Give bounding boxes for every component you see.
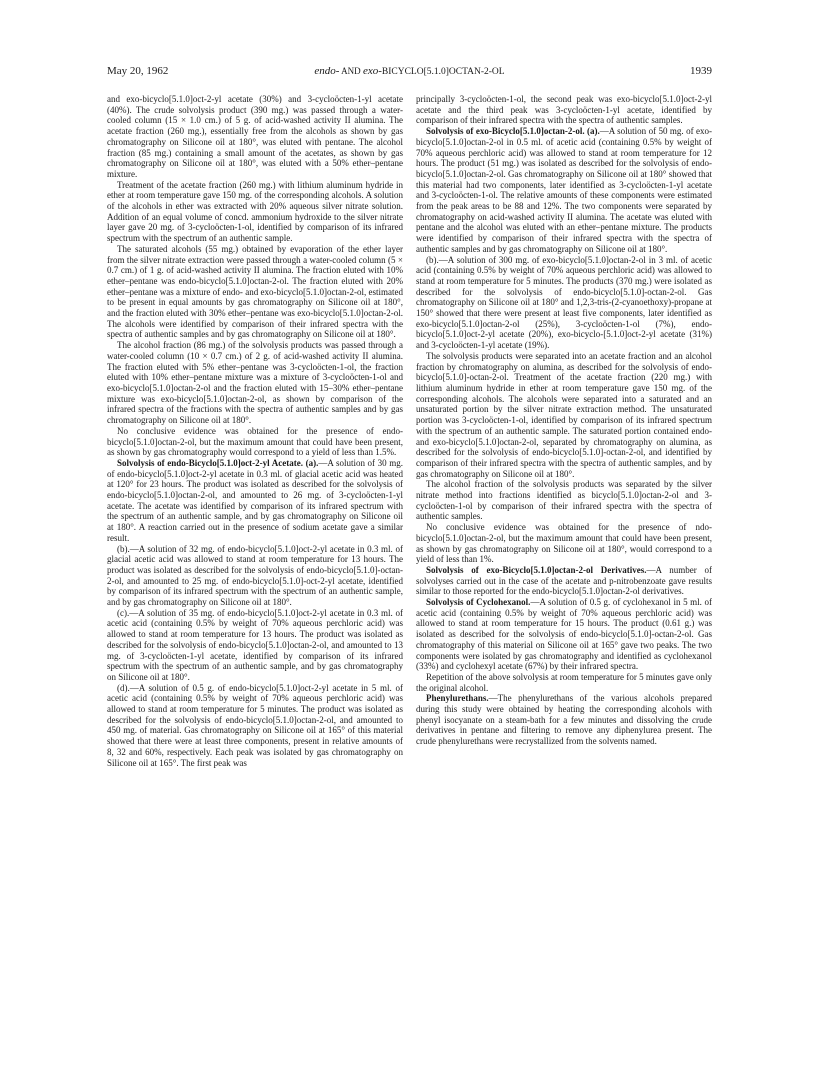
left-paragraph-7: (b).—A solution of 32 mg. of endo-bicyclo[5.1.0]oct-2-yl acetate in 0.3 ml. of glacial acetic acid was allowed to stand at room temperature for 13 hours. The product was isolated as described for the solvolysis of endo-bicyclo[5.1.0]-octan-2-ol, and amounted to 25 mg. of endo-bicyclo[5.1.0]-oct-2-yl acetate, identified by comparison of its infrared spectrum with the spectrum of an authentic sample, and by gas chromatography on Silicone oil at 180°. bbox=[107, 543, 403, 608]
running-head-title bbox=[107, 64, 712, 79]
left-paragraph-3: The saturated alcohols (55 mg.) obtained by evaporation of the ether layer from the silver nitrate extraction were passed through a water-cooled column (5 × 0.7 cm.) of 1 g. of acid-washed activity II alumina. The fraction eluted with 10% ether–pentane was endo-bicyclo[5.1.0]octan-2-ol. The fraction eluted with 20% ether–pentane was a mixture of endo- and exo-bicyclo[5.1.0]octan-2-ol, estimated to be present in equal amounts by gas chromatography on Silicone oil at 180°, and the fraction eluted with 30% ether–pentane was exo-bicyclo[5.1.0]octan-2-ol. The alcohols were identified by comparison of their infrared spectra with the spectra of authentic samples and by gas chromatography on Silicone oil at 180°. bbox=[107, 243, 403, 340]
right-paragraph-2-body: —A solution of 50 mg. of exo-bicyclo[5.1.0]octan-2-ol in 0.5 ml. of acetic acid (containing 0.5% by weight of 70% aqueous perchloric acid) was allowed to stand at room temperature for 12 hours. The product (51 mg.) was isolated as described for the solvolysis of endo-bicyclo[5.1.0]octan-2-ol. Gas chromatography on Silicone oil at 180° showed that this material had two components, later identified as 3-cycloöcten-1-yl acetate and 3-cycloöcten-1-ol. The relative amounts of these components were estimated from the peak areas to be 88 and 12%. The two components were separated by chromatography on acid-washed activity II alumina. The acetate was eluted with pentane and the alcohol was eluted with an ether–pentane mixture. The products were identified by comparison of their infrared spectra with the spectra of authentic samples and by gas chromatography on Silicone oil at 180°. bbox=[416, 126, 712, 254]
right-paragraph-10 bbox=[416, 693, 712, 747]
right-paragraph-8 bbox=[416, 597, 712, 672]
left-paragraph-9: (d).—A solution of 0.5 g. of endo-bicyclo[5.1.0]oct-2-yl acetate in 5 ml. of acetic acid (containing 0.5% by weight of 70% aqueous perchloric acid) was allowed to stand at room temperature for 5 minutes. The product was isolated as described for the solvolysis of endo-bicyclo[5.1.0]octan-2-ol, and amounted to 450 mg. of material. Gas chromatography on Silicone oil at 165° of this material showed that there were at least three components, present in relative amounts of 8, 32 and 60%, respectively. Each peak was isolated by gas chromatography on Silicone oil at 165°. The first peak was bbox=[107, 682, 403, 768]
title-exo: exo- bbox=[362, 65, 382, 77]
title-compound: BICYCLO[5.1.0]OCTAN-2-OL bbox=[381, 67, 505, 77]
right-paragraph-3: (b).—A solution of 300 mg. of exo-bicyclo[5.1.0]octan-2-ol in 3 ml. of acetic acid (containing 0.5% by weight of 70% aqueous perchloric acid) was allowed to stand at room temperature for 5 minutes. The products (370 mg.) were isolated as described for the solvolysis of endo-bicyclo[5.1.0]-octan-2-ol. Gas chromatography on Silicone oil at 180° and 1,2,3-tris-(2-cyanoethoxy)-propane at 150° showed that there were present at least five components, later identified as exo-bicyclo[5.1.0]octan-2-ol (25%), 3-cycloöcten-1-ol (7%), endo-bicyclo[5.1.0]oct-2-yl acetate (20%), exo-bicyclo-[5.1.0]oct-2-yl acetate (31%) and 3-cycloöcten-1-yl acetate (19%). bbox=[416, 254, 712, 351]
left-paragraph-2: Treatment of the acetate fraction (260 mg.) with lithium aluminum hydride in ether at room temperature gave 150 mg. of the corresponding alcohols. A solution of the alcohols in ether was extracted with 20% aqueous silver nitrate solution. Addition of an equal volume of concd. ammonium hydroxide to the silver nitrate layer gave 20 mg. of 3-cycloöcten-1-ol, identified by comparison of its infrared spectrum with the spectrum of an authentic sample. bbox=[107, 179, 403, 244]
left-paragraph-4: The alcohol fraction (86 mg.) of the solvolysis products was passed through a water-cooled column (10 × 0.7 cm.) of 2 g. of acid-washed activity II alumina. The fraction eluted with 5% ether–pentane was 3-cycloöcten-1-ol, the fraction eluted with 10% ether–pentane mixture was a mixture of 3-cycloöcten-1-ol and exo-bicyclo[5.1.0]octan-2-ol and the fraction eluted with 15–30% ether–pentane mixture was exo-bicyclo[5.1.0]octan-2-ol, as shown by comparison of the infrared spectra of the fractions with the spectra of authentic samples and by gas chromatography on Silicone oil at 180°. bbox=[107, 340, 403, 426]
right-paragraph-4: The solvolysis products were separated into an acetate fraction and an alcohol fraction by chromatography on alumina, as described for the solvolysis of endo-bicyclo[5.1.0]-octan-2-ol. Treatment of the acetate fraction (220 mg.) with lithium aluminum hydride in ether at room temperature gave 150 mg. of the corresponding alcohols. The alcohols were separated into a saturated and an unsaturated portion by the silver nitrate extraction method. The unsaturated portion was 3-cycloöcten-1-ol, identified by comparison of its infrared spectrum with the spectrum of an authentic sample. The saturated portion contained endo- and exo-bicyclo[5.1.0]octan-2-ol, separated by chromatography on alumina, as described for the solvolysis of endo-bicyclo[5.1.0]-octan-2-ol, and identified by comparison of their infrared spectra with the spectra of authentic samples, and by gas chromatography on Silicone oil at 180°. bbox=[416, 350, 712, 479]
left-paragraph-6-body: —A solution of 30 mg. of endo-bicyclo[5.1.0]oct-2-yl acetate in 0.3 ml. of glacial acetic acid was heated at 120° for 23 hours. The product was isolated as described for the solvolysis of endo-bicyclo[5.1.0]octan-2-ol, and amounted to 26 mg. of 3-cycloöcten-1-yl acetate. The acetate was identified by comparison of its infrared spectrum with the spectrum of an authentic sample, and by gas chromatography on Silicone oil at 180°. A reaction carried out in the presence of sodium acetate gave a similar result. bbox=[107, 457, 403, 543]
right-paragraph-9: Repetition of the above solvolysis at room temperature for 5 minutes gave only the original alcohol. bbox=[416, 671, 712, 693]
right-paragraph-7 bbox=[416, 565, 712, 597]
left-paragraph-1: and exo-bicyclo[5.1.0]oct-2-yl acetate (30%) and 3-cycloöcten-1-yl acetate (40%). The crude solvolysis product (390 mg.) was passed through a water-cooled column (15 × 1.0 cm.) of 5 g. of acid-washed activity II alumina. The acetate fraction (260 mg.), essentially free from the alcohols as shown by gas chromatography on Silicone oil at 180°, was eluted with pentane. The alcohol fraction (85 mg.) containing a small amount of the acetates, as shown by gas chromatography on Silicone oil at 180°, was eluted with a 50% ether–pentane mixture. bbox=[107, 94, 403, 179]
section-heading-exo-derivatives: Solvolysis of exo-Bicyclo[5.1.0]octan-2-ol Derivatives. bbox=[426, 564, 647, 575]
section-heading-phenylurethans: Phenylurethans. bbox=[426, 693, 489, 704]
left-column bbox=[107, 94, 403, 768]
right-column bbox=[416, 94, 712, 747]
running-head-date: May 20, 1962 bbox=[107, 65, 169, 77]
title-endo: endo- bbox=[314, 65, 340, 77]
left-paragraph-5: No conclusive evidence was obtained for the presence of endo-bicyclo[5.1.0]octan-2-ol, but the maximum amount that could have been present, as shown by gas chromatography would correspond to a yield of less than 1.5%. bbox=[107, 425, 403, 458]
right-paragraph-2 bbox=[416, 126, 712, 254]
running-head bbox=[107, 64, 712, 78]
section-heading-endo-acetate: Solvolysis of endo-Bicyclo[5.1.0]oct-2-yl Acetate. (a). bbox=[117, 457, 319, 468]
section-heading-exo-octanol: Solvolysis of exo-Bicyclo[5.1.0]octan-2-ol. (a). bbox=[426, 126, 600, 137]
right-paragraph-10-body: —The phenylurethans of the various alcohols prepared during this study were obtained by heating the corresponding alcohols with phenyl isocyanate on a steam-bath for a few minutes and dissolving the crude derivatives in pentane and filtering to remove any diphenylurea present. The crude phenylurethans were recrystallized from the solvents named. bbox=[416, 693, 712, 747]
right-paragraph-5: The alcohol fraction of the solvolysis products was separated by the silver nitrate method into fractions identified as bicyclo[5.1.0]octan-2-ol and 3-cycloöcten-1-ol by comparison of their infrared spectra with the spectra of authentic samples. bbox=[416, 479, 712, 522]
right-paragraph-8-body: —A solution of 0.5 g. of cyclohexanol in 5 ml. of acetic acid (containing 0.5% by weight of 70% aqueous perchloric acid) was allowed to stand at room temperature for 15 hours. The product (0.61 g.) was isolated as described for the solvolysis of endo-bicyclo[5.1.0]-octan-2-ol. Gas chromatography of this material on Silicone oil at 165° gave two peaks. The two components were isolated by gas chromatography and identified as cyclohexanol (33%) and cyclohexyl acetate (67%) by their infrared spectra. bbox=[416, 597, 712, 672]
right-paragraph-1: principally 3-cycloöcten-1-ol, the second peak was exo-bicyclo[5.1.0]oct-2-yl acetate and the third peak was 3-cycloöcten-1-yl acetate, identified by comparison of their infrared spectra with the spectra of authentic samples. bbox=[416, 94, 712, 126]
right-paragraph-7-body: —A number of solvolyses carried out in the case of the acetate and p-nitrobenzoate gave results similar to those reported for the endo-bicyclo[5.1.0]octan-2-ol derivatives. bbox=[416, 564, 712, 597]
right-paragraph-6: No conclusive evidence was obtained for the presence of ndo-bicyclo[5.1.0]octan-2-ol, but the maximum amount that could have been present, as shown by gas chromatography on Silicone oil at 180°, would correspond to a yield of less than 1%. bbox=[416, 522, 712, 565]
title-and: AND bbox=[339, 66, 363, 76]
left-paragraph-8: (c).—A solution of 35 mg. of endo-bicyclo[5.1.0]oct-2-yl acetate in 0.3 ml. of acetic acid (containing 0.5% by weight of 70% aqueous perchloric acid) was allowed to stand at room temperature for 13 hours. The product was isolated as described for the solvolysis of endo-bicyclo[5.1.0]octan-2-ol, and amounted to 13 mg. of 3-cycloöcten-1-yl acetate, identified by comparison of its infrared spectrum with the spectrum of an authentic sample, and by gas chromatography on Silicone oil at 180°. bbox=[107, 607, 403, 682]
left-paragraph-6 bbox=[107, 458, 403, 544]
page-number: 1939 bbox=[690, 65, 712, 77]
section-heading-cyclohexanol: Solvolysis of Cyclohexanol. bbox=[426, 597, 531, 608]
